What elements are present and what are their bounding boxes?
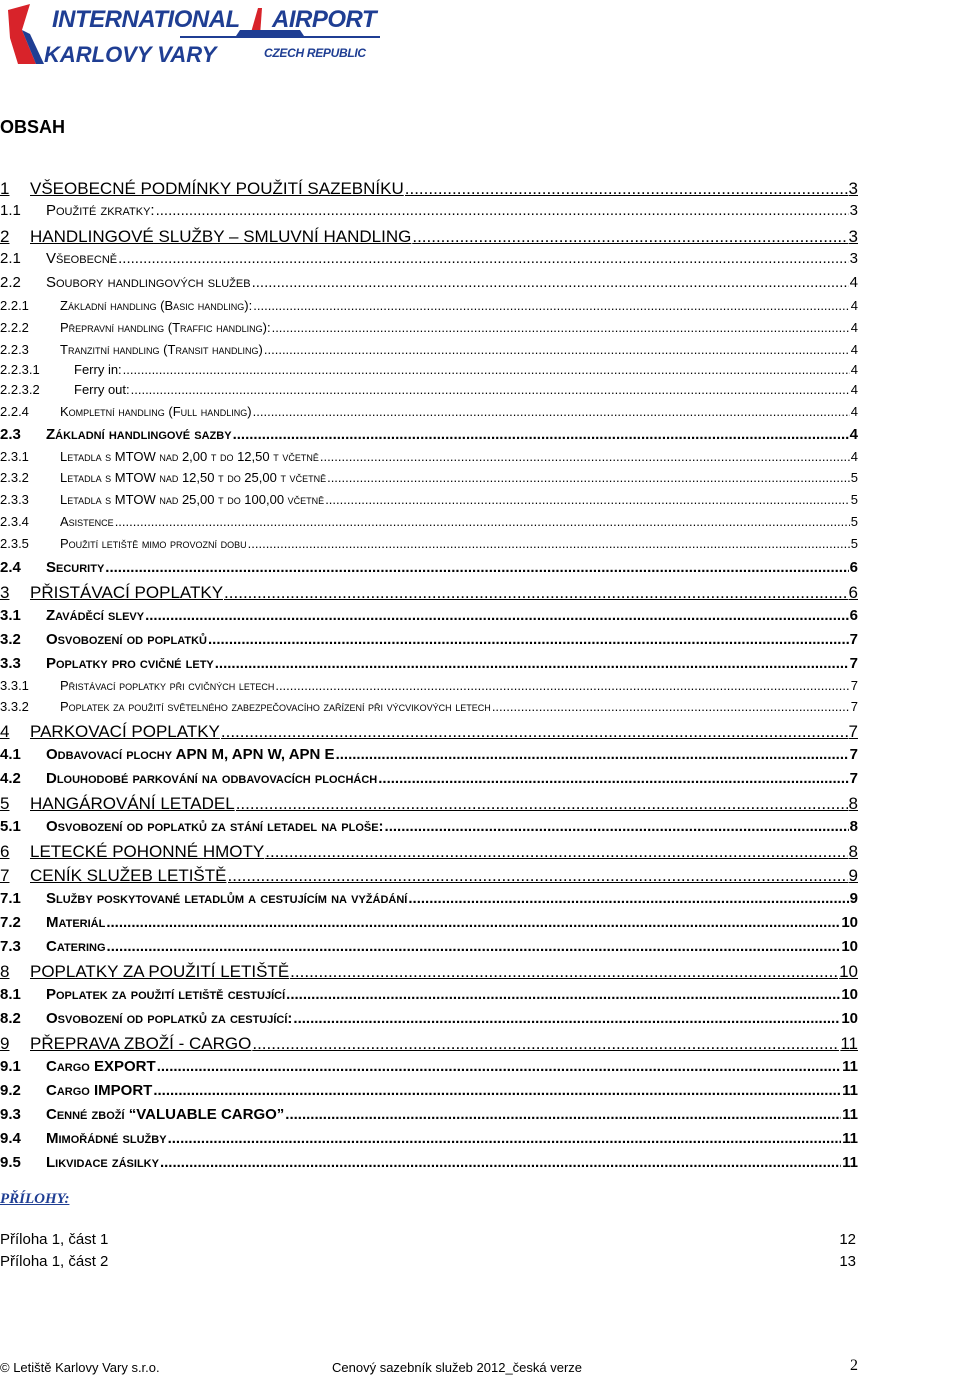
toc-entry[interactable]: [0, 298, 858, 313]
toc-entry-title: HANGÁROVÁNÍ LETADEL: [30, 794, 235, 813]
toc-dot-leader: [378, 770, 848, 787]
toc-entry-title: HANDLINGOVÉ SLUŽBY – SMLUVNÍ HANDLING: [30, 227, 412, 246]
toc-dot-leader: [215, 655, 849, 672]
toc-entry-page: 4: [849, 426, 858, 443]
toc-entry-number: 2.3.2: [0, 470, 29, 485]
toc-dot-leader: [107, 938, 841, 955]
toc-entry-number: 1.1: [0, 202, 21, 219]
annex-page: 12: [839, 1231, 856, 1248]
toc-entry-title: Přepravní handling (Traffic handling):: [60, 320, 271, 335]
toc-dot-leader: [153, 1082, 841, 1099]
toc-entry-title: Zaváděcí slevy: [46, 607, 145, 624]
toc-entry-title: Poplatky pro cvičné lety: [46, 655, 214, 672]
toc-entry-page: 4: [850, 449, 858, 464]
toc-entry-page: 6: [848, 583, 858, 602]
toc-entry-page: 9: [849, 890, 858, 907]
toc-entry[interactable]: [0, 514, 858, 529]
toc-entry-title: Služby poskytované letadlům a cestujícím na vyžádání: [46, 890, 408, 907]
toc-entry[interactable]: [0, 678, 858, 693]
toc-entry-number: 3.3.2: [0, 699, 29, 714]
toc-entry-page: 7: [850, 699, 858, 714]
toc-entry-number: 2.2.4: [0, 404, 29, 419]
toc-entry[interactable]: [0, 699, 858, 714]
toc-entry-page: 11: [842, 1082, 858, 1099]
toc-dot-leader: [248, 536, 850, 551]
toc-entry-title: Materiál: [46, 914, 106, 931]
toc-entry[interactable]: [0, 794, 858, 814]
toc-entry[interactable]: [0, 1154, 858, 1171]
toc-entry-title: Osvobození od poplatků za stání letadel na ploše:: [46, 818, 384, 835]
toc-entry-title: Letadla s MTOW nad 25,00 t do 100,00 včetně: [60, 492, 325, 507]
toc-dot-leader: [293, 1010, 840, 1027]
toc-entry-page: 4: [850, 362, 858, 377]
toc-entry[interactable]: [0, 746, 858, 763]
toc-dot-leader: [325, 492, 850, 507]
toc-dot-leader: [106, 914, 840, 931]
footer-document-title: Cenový sazebník služeb 2012_česká verze: [332, 1360, 583, 1375]
toc-entry-number: 2.2.3.2: [0, 382, 40, 397]
toc-dot-leader: [265, 842, 847, 862]
toc-entry-title: Cargo EXPORT: [46, 1058, 156, 1075]
toc-dot-leader: [131, 382, 850, 397]
toc-entry-page: 9: [848, 866, 858, 885]
toc-entry-title: VŠEOBECNÉ PODMÍNKY POUŽITÍ SAZEBNÍKU: [30, 179, 404, 198]
toc-entry-number: 2.2: [0, 274, 21, 291]
toc-entry-title: POPLATKY ZA POUŽITÍ LETIŠTĚ: [30, 962, 290, 981]
toc-dot-leader: [208, 631, 849, 648]
toc-entry[interactable]: [0, 250, 858, 267]
footer-page-number: 2: [850, 1357, 858, 1374]
toc-entry-page: 4: [850, 342, 858, 357]
toc-entry-title: Osvobození od poplatků za cestující:: [46, 1010, 293, 1027]
toc-entry[interactable]: [0, 770, 858, 787]
toc-entry-page: 4: [850, 382, 858, 397]
toc-entry-title: Cenné zboží “VALUABLE CARGO”: [46, 1106, 285, 1123]
toc-entry-page: 8: [849, 818, 858, 835]
toc-dot-leader: [336, 746, 849, 763]
toc-entry-page: 4: [850, 298, 858, 313]
toc-entry-title: Všeobecně: [46, 250, 118, 267]
toc-entry[interactable]: [0, 914, 858, 931]
toc-entry-title: Základní handling (Basic handling):: [60, 298, 253, 313]
toc-entry-page: 7: [850, 678, 858, 693]
toc-dot-leader: [156, 202, 849, 219]
toc-entry-page: 5: [850, 514, 858, 529]
toc-entry[interactable]: [0, 1106, 858, 1123]
toc-dot-leader: [118, 250, 849, 267]
toc-entry-page: 11: [842, 1154, 858, 1171]
toc-entry-number: 9.4: [0, 1130, 21, 1147]
toc-dot-leader: [285, 1106, 841, 1123]
toc-entry-title: Soubory handlingových služeb: [46, 274, 251, 291]
toc-entry-page: 7: [849, 746, 858, 763]
toc-entry-page: 5: [850, 492, 858, 507]
toc-entry-number: 2.3.4: [0, 514, 29, 529]
toc-dot-leader: [236, 794, 848, 814]
toc-dot-leader: [320, 449, 850, 464]
toc-entry[interactable]: [0, 1010, 858, 1027]
toc-entry-number: 2.1: [0, 250, 21, 267]
toc-dot-leader: [327, 470, 850, 485]
toc-entry-number: 3.2: [0, 631, 21, 648]
toc-dot-leader: [264, 342, 850, 357]
toc-entry-title: Poplatek za použití letiště cestující: [46, 986, 286, 1003]
toc-entry-page: 3: [848, 179, 858, 198]
annexes-heading: PŘÍLOHY:: [0, 1191, 70, 1207]
toc-entry[interactable]: [0, 559, 858, 576]
toc-entry-title: Odbavovací plochy APN M, APN W, APN E: [46, 746, 335, 763]
toc-entry-title: Asistence: [60, 514, 114, 529]
toc-entry-page: 11: [842, 1106, 858, 1123]
toc-entry-number: 2: [0, 227, 10, 246]
toc-entry-number: 3.3: [0, 655, 21, 672]
toc-entry[interactable]: [0, 631, 858, 648]
toc-entry-title: Likvidace zásilky: [46, 1154, 159, 1171]
toc-dot-leader: [145, 607, 849, 624]
toc-entry-number: 5.1: [0, 818, 21, 835]
toc-entry-title: Ferry out:: [74, 382, 130, 397]
toc-entry-title: PŘISTÁVACÍ POPLATKY: [30, 583, 224, 602]
toc-entry-title: PARKOVACÍ POPLATKY: [30, 722, 220, 741]
toc-entry-title: Cargo IMPORT: [46, 1082, 153, 1099]
toc-entry[interactable]: [0, 404, 858, 419]
toc-entry[interactable]: [0, 536, 858, 551]
toc-entry-title: Použité zkratky:: [46, 202, 155, 219]
toc-dot-leader: [224, 583, 847, 603]
toc-entry-number: 2.2.2: [0, 320, 29, 335]
annex-label: Příloha 1, část 1: [0, 1231, 109, 1248]
toc-entry[interactable]: [0, 655, 858, 672]
toc-entry-number: 7: [0, 866, 10, 885]
toc-entry-page: 3: [849, 250, 858, 267]
toc-entry-page: 7: [849, 770, 858, 787]
toc-entry[interactable]: [0, 866, 858, 886]
toc-entry-title: Osvobození od poplatků: [46, 631, 207, 648]
toc-entry[interactable]: [0, 1034, 858, 1054]
toc-entry-number: 8: [0, 962, 10, 981]
toc-entry-number: 3: [0, 583, 10, 602]
toc-entry[interactable]: [0, 938, 858, 955]
toc-entry-number: 2.2.3.1: [0, 362, 40, 377]
toc-entry-title: Přistávací poplatky při cvičných letech: [60, 678, 275, 693]
toc-entry-page: 3: [848, 227, 858, 246]
toc-entry-page: 7: [849, 631, 858, 648]
toc-entry-number: 6: [0, 842, 10, 861]
toc-entry-title: Letadla s MTOW nad 12,50 t do 25,00 t včetně: [60, 470, 327, 485]
toc-dot-leader: [228, 866, 848, 886]
toc-entry-page: 4: [849, 274, 858, 291]
toc-entry[interactable]: [0, 492, 858, 507]
toc-dot-leader: [492, 699, 850, 714]
toc-entry-number: 2.3: [0, 426, 21, 443]
logo-text-karlovy-vary: KARLOVY VARY: [44, 42, 217, 67]
toc-entry-number: 3.3.1: [0, 678, 29, 693]
toc-entry[interactable]: [0, 179, 858, 199]
toc-entry-title: Ferry in:: [74, 362, 122, 377]
toc-entry-number: 9.2: [0, 1082, 21, 1099]
logo-text-international: INTERNATIONAL: [52, 6, 240, 33]
toc-entry-number: 4.1: [0, 746, 21, 763]
toc-entry-number: 2.3.3: [0, 492, 29, 507]
toc-entry-page: 10: [841, 914, 858, 931]
toc-entry[interactable]: [0, 962, 858, 982]
toc-entry-title: Dlouhodobé parkování na odbavovacích plochách: [46, 770, 378, 787]
toc-dot-leader: [252, 1034, 839, 1054]
toc-entry[interactable]: [0, 1130, 858, 1147]
toc-entry-title: Tranzitní handling (Transit handling): [60, 342, 263, 357]
toc-entry-page: 10: [841, 938, 858, 955]
toc-entry-title: Kompletní handling (Full handling): [60, 404, 252, 419]
toc-dot-leader: [286, 986, 840, 1003]
toc-entry-number: 3.1: [0, 607, 21, 624]
toc-entry-number: 8.2: [0, 1010, 21, 1027]
annex-row: [0, 1253, 856, 1270]
toc-dot-leader: [290, 962, 838, 982]
toc-entry[interactable]: [0, 842, 858, 862]
toc-entry-number: 4.2: [0, 770, 21, 787]
annex-label: Příloha 1, část 2: [0, 1253, 109, 1270]
toc-entry[interactable]: [0, 382, 858, 397]
toc-dot-leader: [272, 320, 850, 335]
toc-entry-page: 8: [848, 842, 858, 861]
toc-entry-page: 10: [839, 962, 858, 981]
toc-dot-leader: [275, 678, 849, 693]
toc-dot-leader: [252, 274, 849, 291]
toc-entry-page: 10: [841, 986, 858, 1003]
toc-entry[interactable]: [0, 227, 858, 247]
toc-entry-page: 10: [841, 1010, 858, 1027]
toc-entry-title: CENÍK SLUŽEB LETIŠTĚ: [30, 866, 227, 885]
toc-dot-leader: [408, 890, 848, 907]
toc-entry-number: 9.5: [0, 1154, 21, 1171]
toc-entry-title: PŘEPRAVA ZBOŽÍ - CARGO: [30, 1034, 252, 1053]
toc-entry[interactable]: [0, 583, 858, 603]
toc-entry-page: 11: [842, 1058, 858, 1075]
airport-logo: [0, 0, 380, 72]
toc-entry-number: 8.1: [0, 986, 21, 1003]
toc-entry-number: 9: [0, 1034, 10, 1053]
toc-entry-title: Použití letiště mimo provozní dobu: [60, 536, 247, 551]
toc-entry-page: 6: [849, 607, 858, 624]
toc-entry-number: 7.3: [0, 938, 21, 955]
toc-entry-page: 4: [850, 320, 858, 335]
toc-entry[interactable]: [0, 342, 858, 357]
toc-entry-page: 5: [850, 470, 858, 485]
toc-dot-leader: [160, 1154, 841, 1171]
toc-entry-title: Mimořádné služby: [46, 1130, 167, 1147]
toc-dot-leader: [115, 514, 850, 529]
toc-entry-title: Catering: [46, 938, 106, 955]
toc-entry-page: 11: [842, 1130, 858, 1147]
annex-page: 13: [839, 1253, 856, 1270]
toc-entry[interactable]: [0, 818, 858, 835]
toc-dot-leader: [412, 227, 847, 247]
toc-entry-title: Letadla s MTOW nad 2,00 t do 12,50 t včetně: [60, 449, 319, 464]
toc-dot-leader: [385, 818, 849, 835]
footer-copyright: © Letiště Karlovy Vary s.r.o.: [0, 1360, 160, 1375]
toc-entry-page: 7: [848, 722, 858, 741]
toc-entry-page: 4: [850, 404, 858, 419]
toc-entry[interactable]: [0, 1082, 858, 1099]
toc-entry-number: 2.4: [0, 559, 21, 576]
toc-entry-title: Poplatek za použití světelného zabezpečovacího zařízení při výcvikových letech: [60, 699, 491, 714]
toc-entry-page: 8: [848, 794, 858, 813]
toc-dot-leader: [105, 559, 848, 576]
toc-entry-number: 2.3.5: [0, 536, 29, 551]
toc-entry-page: 5: [850, 536, 858, 551]
toc-entry-title: LETECKÉ POHONNÉ HMOTY: [30, 842, 265, 861]
toc-entry-number: 2.2.3: [0, 342, 29, 357]
toc-entry-number: 5: [0, 794, 10, 813]
toc-entry-number: 2.2.1: [0, 298, 29, 313]
toc-entry[interactable]: [0, 320, 858, 335]
toc-dot-leader: [405, 179, 848, 199]
toc-entry-page: 7: [849, 655, 858, 672]
logo-text-airport: AIRPORT: [272, 6, 377, 33]
toc-entry-number: 9.1: [0, 1058, 21, 1075]
toc-dot-leader: [123, 362, 850, 377]
toc-entry-page: 11: [840, 1034, 858, 1053]
toc-entry[interactable]: [0, 607, 858, 624]
toc-dot-leader: [168, 1130, 842, 1147]
toc-entry-number: 2.3.1: [0, 449, 29, 464]
annex-row: [0, 1231, 856, 1248]
toc-entry[interactable]: [0, 362, 858, 377]
toc-entry-page: 3: [849, 202, 858, 219]
toc-dot-leader: [157, 1058, 841, 1075]
toc-entry[interactable]: [0, 890, 858, 907]
toc-entry-title: Základní handlingové sazby: [46, 426, 232, 443]
toc-entry-number: 7.2: [0, 914, 21, 931]
toc-entry[interactable]: [0, 426, 858, 443]
toc-entry[interactable]: [0, 1058, 858, 1075]
toc-entry[interactable]: [0, 202, 858, 219]
toc-heading: OBSAH: [0, 117, 66, 137]
toc-entry-number: 7.1: [0, 890, 21, 907]
toc-entry-number: 1: [0, 179, 10, 198]
toc-entry-number: 4: [0, 722, 10, 741]
toc-dot-leader: [233, 426, 849, 443]
toc-entry[interactable]: [0, 449, 858, 464]
toc-entry-page: 6: [849, 559, 858, 576]
toc-entry-title: Security: [46, 559, 105, 576]
toc-entry-number: 9.3: [0, 1106, 21, 1123]
toc-dot-leader: [253, 404, 850, 419]
toc-dot-leader: [221, 722, 848, 742]
toc-entry[interactable]: [0, 274, 858, 291]
toc-dot-leader: [253, 298, 850, 313]
logo-text-czech-republic: CZECH REPUBLIC: [264, 46, 366, 60]
toc-entry[interactable]: [0, 986, 858, 1003]
toc-entry[interactable]: [0, 722, 858, 742]
toc-entry[interactable]: [0, 470, 858, 485]
